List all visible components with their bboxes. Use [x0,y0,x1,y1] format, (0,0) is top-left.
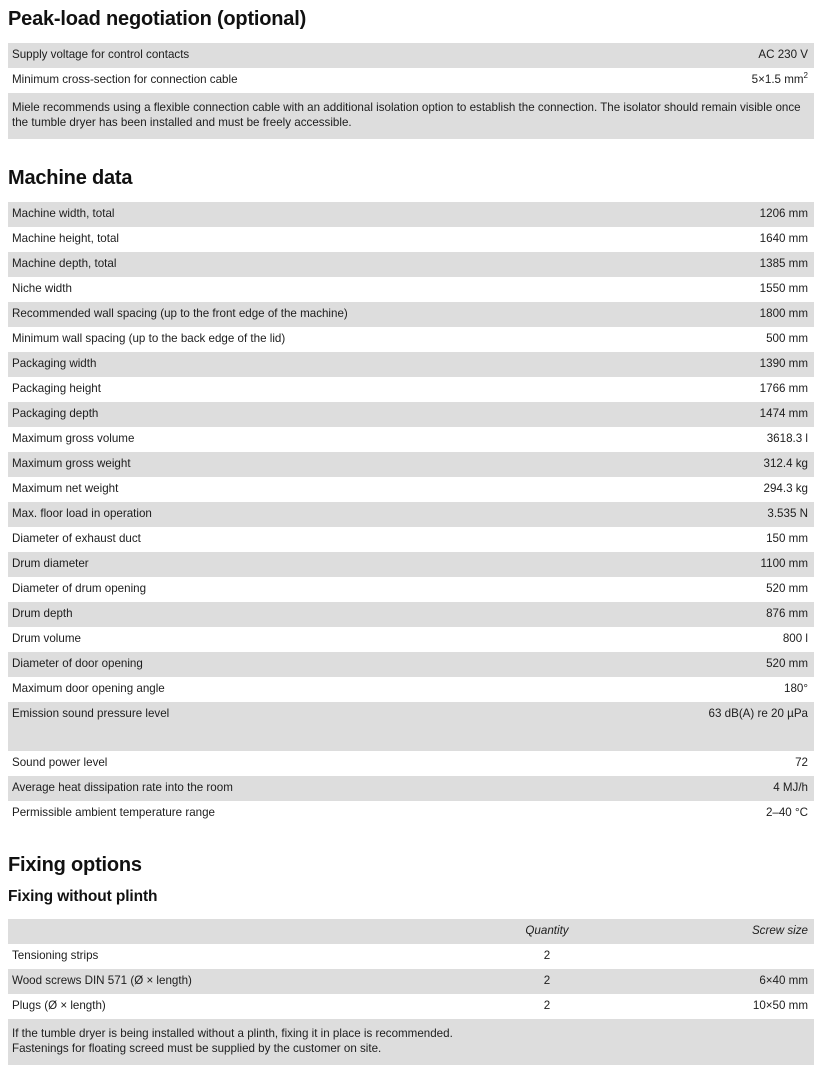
superscript-two: 2 [803,71,808,81]
spacer [0,908,822,919]
column-header-screw-size: Screw size [751,924,808,937]
table-row [8,702,814,751]
table-row [8,477,814,502]
row-label: Diameter of drum opening [12,582,147,595]
fixing-note-line-2: Fastenings for floating screed must be supplied by the customer on site. [12,1042,382,1055]
row-label: Supply voltage for control contacts [12,48,190,61]
row-value: AC 230 V [758,48,808,61]
row-value: 876 mm [766,607,808,620]
row-value: 1474 mm [759,407,808,420]
row-label: Average heat dissipation rate into the room [12,781,233,794]
row-label: Machine width, total [12,207,115,220]
table-row [8,751,814,776]
table-row [8,427,814,452]
row-label: Permissible ambient temperature range [12,806,215,819]
spacer [0,878,822,886]
row-label: Packaging width [12,357,97,370]
row-label: Minimum cross-section for connection cable [12,73,238,86]
fixing-table [8,919,814,1019]
table-row [8,327,814,352]
table-row [8,602,814,627]
row-label: Plugs (Ø × length) [12,999,106,1012]
row-value: 1800 mm [759,307,808,320]
table-row [8,994,814,1019]
table-row [8,527,814,552]
fixing-note-line-1: If the tumble dryer is being installed without a plinth, fixing it in place is recommended. [12,1027,453,1040]
machine-data-table [8,202,814,826]
fixing-table-head [8,919,814,944]
row-label: Maximum door opening angle [12,682,165,695]
row-value: 1385 mm [759,257,808,270]
row-value: 180° [784,682,808,695]
page-title-machine-data: Machine data [8,167,133,189]
row-quantity: 2 [543,974,551,987]
row-label: Tensioning strips [12,949,99,962]
table-row [8,944,814,969]
table-row [8,377,814,402]
row-label: Maximum gross volume [12,432,135,445]
row-value: 500 mm [766,332,808,345]
row-label: Drum diameter [12,557,89,570]
table-header-row [8,919,814,944]
machine-data-table-body [8,202,814,826]
row-quantity: 2 [543,949,551,962]
row-label: Diameter of door opening [12,657,143,670]
table-row [8,252,814,277]
table-row [8,227,814,252]
table-row [8,202,814,227]
row-value: 1640 mm [759,232,808,245]
row-label: Packaging depth [12,407,99,420]
row-screw-size: 6×40 mm [759,974,808,987]
row-screw-size: 10×50 mm [752,999,808,1012]
row-label: Maximum net weight [12,482,119,495]
table-row [8,502,814,527]
row-value: 1100 mm [760,557,808,570]
row-value: 72 [795,756,808,769]
row-label: Max. floor load in operation [12,507,152,520]
row-value: 312.4 kg [763,457,808,470]
row-quantity: 2 [543,999,551,1012]
row-value: 1390 mm [759,357,808,370]
peak-load-note-text: Miele recommends using a flexible connection cable with an additional isolation option to establish the connection. The isolator should remain visible once the tumble dryer has been installed and must be freely accessible. [12,101,801,129]
row-value: 1206 mm [759,207,808,220]
row-label: Wood screws DIN 571 (Ø × length) [12,974,192,987]
row-label: Minimum wall spacing (up to the back edge of the lid) [12,332,286,345]
column-header-quantity: Quantity [525,924,569,937]
spacer [0,191,822,202]
row-value: 5×1.5 $mm^2$ [751,71,808,86]
page-title-fixing-options: Fixing options [8,854,142,876]
table-row [8,577,814,602]
row-value: 800 l [782,632,808,645]
peak-load-note [8,93,814,139]
row-value: 3.535 N [767,507,808,520]
fixing-table-body [8,944,814,1019]
row-label: Drum volume [12,632,81,645]
peak-load-table [8,43,814,93]
row-label: Diameter of exhaust duct [12,532,141,545]
row-value: 294.3 kg [763,482,808,495]
subtitle-fixing-without-plinth: Fixing without plinth [8,888,158,905]
row-value: 4 MJ/h [773,781,808,794]
table-row [8,452,814,477]
spacer [0,826,822,846]
row-label: Machine depth, total [12,257,117,270]
table-row [8,677,814,702]
row-label: Niche width [12,282,72,295]
table-row [8,302,814,327]
peak-load-table-body [8,43,814,93]
row-label: Emission sound pressure level [12,707,170,720]
table-row [8,277,814,302]
row-label: Packaging height [12,382,101,395]
table-row [8,652,814,677]
row-label: Drum depth [12,607,73,620]
row-value: 3618.3 l [766,432,808,445]
table-row [8,627,814,652]
table-row [8,43,814,68]
table-row [8,776,814,801]
row-screw-size [648,944,814,969]
row-label: Sound power level [12,756,108,769]
row-value: 520 mm [766,582,808,595]
table-row [8,801,814,826]
row-label: Maximum gross weight [12,457,131,470]
table-row [8,969,814,994]
column-header-label [8,919,448,944]
row-value: 1766 mm [759,382,808,395]
row-value: 2–40 °C [765,806,808,819]
spacer [0,32,822,43]
spacer [0,139,822,159]
row-label: Recommended wall spacing (up to the front edge of the machine) [12,307,348,320]
page-title-peak-load: Peak-load negotiation (optional) [8,8,307,30]
row-label: Machine height, total [12,232,119,245]
row-value: 63 dB(A) re 20 µPa [708,707,808,720]
fixing-note [8,1019,814,1065]
table-row [8,352,814,377]
table-row [8,552,814,577]
row-value: 150 mm [766,532,808,545]
row-value: 520 mm [766,657,808,670]
table-row [8,402,814,427]
row-value: 1550 mm [759,282,808,295]
table-row [8,68,814,93]
